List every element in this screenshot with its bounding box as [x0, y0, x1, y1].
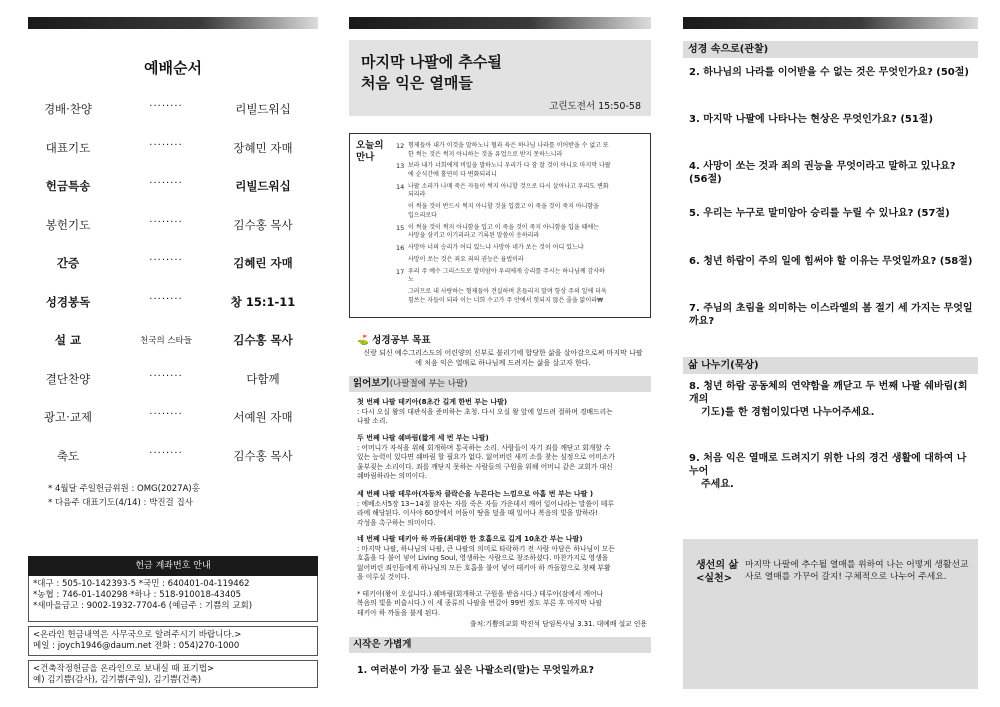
text-line: 각성을 촉구하는 의미이다.: [357, 518, 436, 527]
question-4: 4. 사망이 쏘는 것과 죄의 권능을 무엇이라고 말하고 있나요? (56절): [689, 161, 956, 185]
building-offering-box: [28, 660, 318, 688]
verse-text: 형제들아 내가 이것을 말하노니 혈과 육은 하나님 나라를 이어받을 수 없고 또: [408, 142, 609, 149]
practice-text: 마지막 나팔에 추수될 열매를 위하여 나는 어떻게 생활선교사로 열매를 가꾸어 갈지! 구체적으로 나누어 주세요.: [745, 560, 969, 582]
building-example: 예) 김기쁨(감사), 김기쁨(주일), 김기쁨(건축): [33, 675, 202, 685]
order-item-person: 김혜린 자매: [233, 256, 293, 270]
order-row: [28, 178, 318, 198]
order-item-name: 경배·찬양: [43, 102, 93, 116]
verse-number: 13: [396, 162, 405, 171]
text-line: 쉐바림하라는 의미이다.: [357, 472, 427, 481]
order-item-person: 리빌드워십: [235, 179, 291, 193]
todays-manna-box: [349, 133, 651, 318]
verse-text: 이 썩을 것이 반드시 썩지 아니할 것을 입겠고 이 죽을 것이 죽지 아니함을: [408, 203, 599, 211]
order-row: [28, 255, 318, 275]
order-item-dots: ········: [149, 101, 183, 112]
order-item-name: 결단찬양: [45, 371, 91, 386]
order-row: [28, 140, 318, 160]
order-item-dots: ········: [149, 370, 183, 382]
trumpet-2-text: [357, 444, 647, 482]
order-row: [28, 101, 318, 121]
flag-icon: ⛳: [357, 335, 369, 346]
text-line: 있는 능력이 있다면 쉐바림 할 필요가 없다. 잃어버린 새끼 소를 찾는 심정으로 어미소가: [357, 453, 615, 462]
text-line: 을 이루실 것이다.: [357, 573, 410, 582]
order-item-person: 창 15:1-11: [230, 294, 296, 309]
observe-heading: 성경 속으로(관찰): [683, 41, 978, 58]
order-item-middle: 천국의 스타들: [140, 336, 192, 346]
order-item-name: 축도: [56, 448, 80, 463]
order-note-2: * 다음주 대표기도(4/14) : 박진걸 집사: [48, 498, 193, 508]
verse-text: 입으리로다: [408, 211, 437, 219]
sermon-column: [349, 0, 651, 707]
order-row: [28, 294, 318, 314]
question-6: 6. 청년 하람이 주의 일에 힘써야 할 이유는 무엇일까요? (58절): [689, 256, 973, 267]
order-row: [28, 217, 318, 237]
order-item-dots: ········: [149, 139, 183, 151]
order-item-dots: ········: [149, 255, 183, 266]
order-item-person: 리빌드워십: [235, 102, 291, 116]
practice-label: 생선의 삶 <실천>: [696, 560, 739, 584]
order-item-person: 김수홍 목사: [233, 217, 293, 232]
verse-text: 사망아 너의 승리가 어디 있느냐 사망아 네가 쏘는 것이 어디 있느냐: [408, 244, 584, 251]
worship-order-column: [28, 0, 318, 707]
verse-number: 14: [396, 182, 405, 191]
text-line: 테키아 하 까돌을 불게 된다.: [357, 608, 441, 617]
trumpet-3-heading: 세 번째 나팔 테루아(자동차 클락슨을 누른다는 느낌으로 아홉 번 부는 나팔 ): [357, 490, 594, 498]
sermon-title-box: [349, 40, 651, 116]
question-9: 9. 처음 익은 열매로 드려지기 위한 나의 경건 생활에 대하여 나누어 주세요.: [689, 453, 967, 490]
text-line: * 테키아(왕이 오십니다.) 쉐바림(회개하고 구원을 받읍시다.) 테루아(잠에서 깨어나: [357, 590, 604, 598]
order-item-person: 김수홍 목사: [233, 333, 293, 347]
verse-text: 나팔 소리가 나매 죽은 자들이 썩지 아니할 것으로 다시 살아나고 우리도 변화: [408, 182, 609, 190]
text-line: : 다시 오실 왕의 대관식을 준비하는 초청. 다시 오실 왕 앞에 엎드려 절하며 경배드리는: [357, 408, 613, 416]
scripture-reference: 고린도전서 15:50-58: [549, 101, 641, 112]
order-item-name: 봉헌기도: [45, 217, 91, 232]
start-heading: 시작은 가볍게: [349, 637, 651, 653]
verse-text: 에 순식간에 홀연히 다 변화되리니: [408, 171, 497, 178]
bank-accounts-box: [28, 576, 318, 622]
online-offering-box: [28, 626, 318, 656]
verse-text: 이 썩을 것이 썩지 아니함을 입고 이 죽을 것이 죽지 아니함을 입을 때에는: [408, 223, 599, 231]
online-notice: <온라인 헌금내역은 사무국으로 알려주시기 바랍니다.>: [33, 630, 242, 640]
order-item-name: 성경봉독: [45, 294, 91, 309]
question-8: 8. 청년 하람 공동체의 연약함을 깨닫고 두 번째 나팔 쉐바림(회개의 기도)를 한 경험이있다면 나누어주세요.: [689, 381, 968, 418]
practice-box: [683, 539, 978, 689]
verse-text: 힘쓰는 자들이 되라 이는 너희 수고가 주 안에서 헛되지 않은 줄을 앎이라₩: [408, 296, 603, 304]
verse-text: 한 썩는 것은 썩지 아니하는 것을 유업으로 받지 못하느니라: [408, 150, 563, 158]
verse-number: 17: [396, 267, 405, 276]
order-row: [28, 332, 318, 352]
life-heading: 삶 나누기(묵상): [683, 357, 978, 374]
order-row: [28, 448, 318, 468]
manna-label: 오늘의 만나: [356, 140, 384, 163]
order-item-dots: ········: [149, 293, 183, 305]
trumpet-4-heading: 네 번째 나팔 테키아 하 까돌(최대한 한 호흡으로 길게 10초간 부는 나팔): [357, 535, 583, 543]
verse-text: 사망이 쏘는 것은 죄요 죄의 권능은 율법이라: [408, 255, 524, 263]
text-line: 라에 해당된다. 이사야 60장에서 어둠이 땅을 덮을 때 일어나 복음의 빛을 발하라!: [357, 509, 598, 518]
verse-text: 노: [408, 276, 414, 284]
question-2: 2. 하나님의 나라를 이어받을 수 없는 것은 무엇인가요? (50절): [689, 67, 969, 78]
order-item-dots: ········: [149, 178, 183, 189]
verse-text: 사망을 삼키고 이기리라고 기록된 말씀이 응하리라: [408, 232, 540, 240]
verse-number: 15: [396, 223, 405, 232]
verse-text: 보라 내가 너희에게 비밀을 말하노니 우리가 다 잠 잘 것이 아니요 마지막 나팔: [408, 162, 611, 170]
trumpet-4-text: [357, 545, 647, 583]
trumpet-3-text: [357, 500, 647, 528]
order-item-dots: ········: [149, 447, 183, 459]
order-item-name: 헌금특송: [45, 179, 91, 193]
trumpet-summary-note: [357, 590, 647, 618]
goal-text: 신랑 되신 예수그리스도의 어린양의 신부로 불리기에 합당한 삶을 살아감으로써 마지막 나팔에 처음 익은 열매로 하나님께 드려지는 삶을 살고자 한다.: [363, 349, 643, 367]
order-item-person: 서예원 자매: [233, 410, 293, 424]
bank-line: *농협 : 746-01-140298 *하나 : 518-910018-43405: [33, 590, 242, 600]
order-item-dots: ········: [149, 216, 183, 228]
order-item-name: 설 교: [54, 333, 82, 347]
order-item-person: 장혜민 자매: [233, 140, 293, 155]
order-note-1: * 4월달 주일헌금위원 : OMG(2027A)홍: [48, 484, 200, 494]
bank-heading: 헌금 계좌번호 안내: [28, 556, 318, 576]
order-item-person: 김수홍 목사: [233, 448, 293, 463]
trumpet-1-heading: 첫 번째 나팔 테키아(8초간 길게 한번 부는 나팔): [357, 398, 508, 406]
text-line: : 마지막 나팔, 하나님의 나팔, 큰 나팔의 의미로 타락하기 전 사람 아담은 하나님이 모든: [357, 545, 615, 553]
order-title: 예배순서: [144, 59, 202, 77]
verse-text: 되리라: [408, 191, 426, 199]
question-3: 3. 마지막 나팔에 나타나는 현상은 무엇인가요? (51절): [689, 114, 934, 125]
goal-heading: ⛳ 성경공부 목표: [357, 335, 431, 346]
order-item-name: 광고·교제: [43, 410, 93, 424]
questions-column: [683, 0, 978, 707]
text-line: 잃어버린 죄인들에게 하나님의 모든 호흡을 불어 넣어 테키아 하 까돌함으로 첫째 부활: [357, 563, 611, 572]
trumpet-2-heading: 두 번째 나팔 쉐바림(짧게 세 번 부는 나팔): [357, 434, 489, 442]
question-1: 1. 여러분이 가장 듣고 싶은 나팔소리(말)는 무엇일까요?: [357, 665, 594, 676]
contact-info: 메일 : joych1946@daum.net 전화 : 054)270-1000: [33, 641, 240, 651]
text-line: 울부짖는 소리이다. 죄를 깨닫지 못하는 사람들의 구원을 위해 어머니 같은 교회가 대신: [357, 462, 613, 471]
verse-number: 16: [396, 244, 405, 252]
reading-heading: 읽어보기(나팔절에 부는 나팔): [349, 376, 651, 392]
order-item-dots: ········: [149, 409, 183, 420]
question-7: 7. 주님의 초림을 의미하는 이스라엘의 봄 절기 세 가지는 무엇일까요?: [689, 303, 973, 327]
text-line: 복음의 빛을 비춥시다.) 이 세 종류의 나팔을 번갈아 99번 정도 부른 후 마지막 나팔: [357, 599, 603, 608]
building-notice: <건축작정헌금을 온라인으로 보내실 때 표기법>: [33, 664, 215, 674]
trumpet-1-text: [357, 408, 647, 427]
order-item-name: 간증: [56, 256, 80, 270]
text-line: 나팔 소리.: [357, 417, 388, 426]
text-line: : 에베소서5장 13~14절 잠자는 자를 죽은 자들 가운데서 깨어 일어나라는 말씀이 테루: [357, 500, 614, 508]
reading-source: 출처:기쁨의교회 박진석 담임목사님 3.31. 대예배 설교 인용: [470, 620, 647, 628]
verse-text: 그러므로 내 사랑하는 형제들아 견실하며 흔들리지 말며 항상 주의 일에 더욱: [408, 288, 607, 295]
verse-text: 우리 주 예수 그리스도로 말미암아 우리에게 승리를 주시는 하나님께 감사하: [408, 267, 605, 275]
text-line: : 어머니가 자식을 위해 회개하며 통곡하는 소리. 사람들이 자기 죄를 깨닫고 회개할 수: [357, 444, 611, 452]
order-item-person: 다함께: [246, 371, 280, 386]
bank-line: *새마을금고 : 9002-1932-7704-6 (예금주 : 기쁨의 교회): [33, 601, 253, 611]
text-line: 호흡을 다 불어 넣어 Living Soul, 영생하는 사람으로 창조하셨다. 마찬가지로 영생을: [357, 554, 609, 563]
verse-number: 12: [396, 142, 405, 150]
order-item-name: 대표기도: [45, 140, 91, 155]
order-row: [28, 409, 318, 429]
bank-line: *대구 : 505-10-142393-5 *국민 : 640401-04-119462: [33, 579, 250, 589]
question-5: 5. 우리는 누구로 말미암아 승리를 누릴 수 있나요? (57절): [689, 208, 950, 219]
sermon-title-line-1: 마지막 나팔에 추수될: [361, 53, 502, 71]
sermon-title-line-2: 처음 익은 열매들: [361, 74, 473, 92]
order-row: [28, 371, 318, 391]
